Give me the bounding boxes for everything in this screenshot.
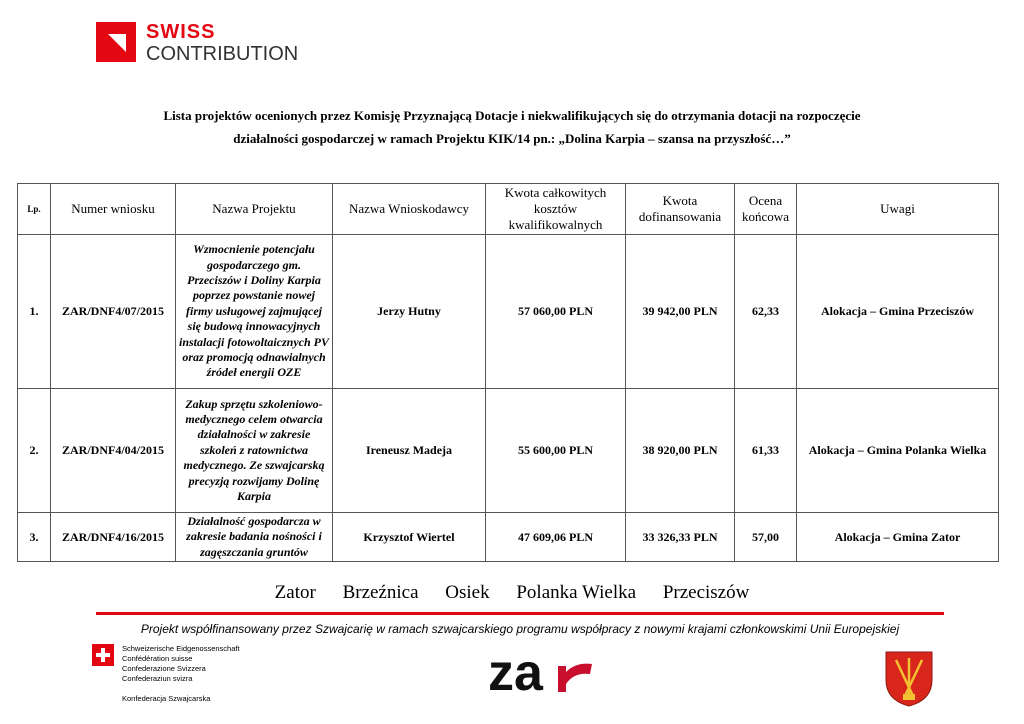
- zar-logo-text: za: [488, 650, 543, 696]
- logo-line-contribution: CONTRIBUTION: [146, 43, 299, 65]
- header-uwagi: Uwagi: [797, 184, 999, 235]
- cell-lp: 1.: [18, 235, 51, 389]
- cell-wnioskodawca: Ireneusz Madeja: [333, 389, 486, 513]
- zar-logo-r-mark-icon: [558, 664, 592, 692]
- header-nazwa-wnioskodawcy: Nazwa Wnioskodawcy: [333, 184, 486, 235]
- cell-wnioskodawca: Krzysztof Wiertel: [333, 513, 486, 562]
- cell-dofinansowanie: 33 326,33 PLN: [626, 513, 735, 562]
- town-zator: Zator: [274, 582, 316, 603]
- town-przeciszow: Przeciszów: [662, 582, 750, 603]
- towns-line: [0, 582, 1024, 604]
- cell-uwagi: Alokacja – Gmina Zator: [797, 513, 999, 562]
- zar-logo: [488, 650, 608, 696]
- swiss-contribution-logo: [96, 22, 298, 64]
- confederation-name-rm: Confederaziun svizra: [122, 674, 193, 683]
- cell-lp: 2.: [18, 389, 51, 513]
- document-title: [100, 104, 924, 150]
- swiss-flag-icon: [92, 644, 114, 666]
- cell-numer: ZAR/DNF4/16/2015: [51, 513, 176, 562]
- footer-divider: [96, 612, 944, 615]
- header-kwota-kosztow: Kwota całkowitych kosztów kwalifikowalnych: [486, 184, 626, 235]
- logo-line-swiss: SWISS: [146, 21, 216, 43]
- cell-uwagi: Alokacja – Gmina Przeciszów: [797, 235, 999, 389]
- town-brzeznica: Brzeźnica: [342, 582, 419, 603]
- cell-numer: ZAR/DNF4/07/2015: [51, 235, 176, 389]
- town-polanka-wielka: Polanka Wielka: [516, 582, 637, 603]
- cell-ocena: 57,00: [735, 513, 797, 562]
- cell-projekt: Zakup sprzętu szkoleniowo-medycznego celem otwarcia działalności w zakresie szkoleń z ratownictwa medycznego. Ze szwajcarską precyzją rozwijamy Dolinę Karpia: [176, 389, 333, 513]
- cell-koszty: 57 060,00 PLN: [486, 235, 626, 389]
- table-row: [18, 513, 999, 562]
- title-line-2: działalności gospodarczej w ramach Projektu KIK/14 pn.: „Dolina Karpia – szansa na przyszłość…”: [233, 131, 791, 146]
- table-row: [18, 235, 999, 389]
- confederation-name-it: Confederazione Svizzera: [122, 664, 206, 673]
- title-line-1: Lista projektów ocenionych przez Komisję Przyznającą Dotacje i niekwalifikujących się do otrzymania dotacji na rozpoczęcie: [163, 108, 861, 123]
- cell-koszty: 47 609,06 PLN: [486, 513, 626, 562]
- confederation-name-de: Schweizerische Eidgenossenschaft: [122, 644, 240, 653]
- confederation-name-fr: Confédération suisse: [122, 654, 193, 663]
- confederation-names: [122, 644, 240, 684]
- cell-dofinansowanie: 38 920,00 PLN: [626, 389, 735, 513]
- cell-koszty: 55 600,00 PLN: [486, 389, 626, 513]
- przeciszow-crest-icon: [884, 650, 934, 708]
- header-ocena: Ocena końcowa: [735, 184, 797, 235]
- konfederacja-label: Konfederacja Szwajcarska: [122, 694, 211, 703]
- table-header-row: [18, 184, 999, 235]
- projects-table: [17, 183, 999, 562]
- cell-ocena: 61,33: [735, 389, 797, 513]
- cell-numer: ZAR/DNF4/04/2015: [51, 389, 176, 513]
- header-kwota-dofinansowania: Kwota dofinansowania: [626, 184, 735, 235]
- header-lp: Lp.: [18, 184, 51, 235]
- cell-projekt: Wzmocnienie potencjału gospodarczego gm. Przeciszów i Doliny Karpia poprzez powstanie nowej firmy usługowej zajmującej się budową innowacyjnych instalacji fotowoltaicznych PV oraz promocją odnawialnych źródeł energii OZE: [176, 235, 333, 389]
- cell-dofinansowanie: 39 942,00 PLN: [626, 235, 735, 389]
- town-osiek: Osiek: [445, 582, 490, 603]
- swiss-confederation-logo: [92, 644, 240, 703]
- header-numer-wniosku: Numer wniosku: [51, 184, 176, 235]
- cell-lp: 3.: [18, 513, 51, 562]
- cell-ocena: 62,33: [735, 235, 797, 389]
- swiss-logo-mark-icon: [96, 22, 136, 62]
- cofinancing-note: Projekt współfinansowany przez Szwajcarię w ramach szwajcarskiego programu współpracy z nowymi krajami członkowskimi Unii Europejskiej: [140, 622, 900, 636]
- cell-projekt: Działalność gospodarcza w zakresie badania nośności i zagęszczania gruntów: [176, 513, 333, 562]
- table-row: [18, 389, 999, 513]
- cell-wnioskodawca: Jerzy Hutny: [333, 235, 486, 389]
- cell-uwagi: Alokacja – Gmina Polanka Wielka: [797, 389, 999, 513]
- header-nazwa-projektu: Nazwa Projektu: [176, 184, 333, 235]
